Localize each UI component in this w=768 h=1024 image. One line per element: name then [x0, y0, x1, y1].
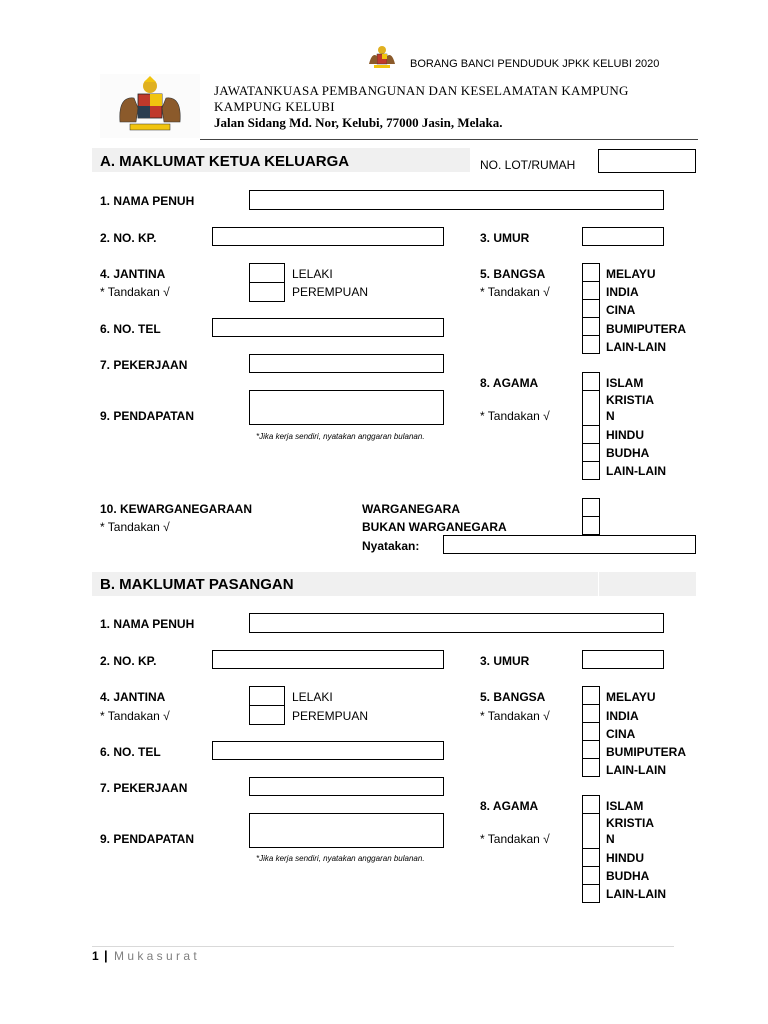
a-warganegara-checkbox[interactable]	[582, 498, 600, 517]
form-top-label: BORANG BANCI PENDUDUK JPKK KELUBI 2020	[410, 58, 660, 70]
b-bangsa-checkbox-india[interactable]	[582, 704, 600, 723]
b-nama-label: 1. NAMA PENUH	[100, 617, 195, 631]
b-bangsa-option: BUMIPUTERA	[606, 745, 686, 759]
b-kp-input[interactable]	[212, 650, 444, 669]
a-agama-option: ISLAM	[606, 376, 644, 390]
b-kp-label: 2. NO. KP.	[100, 654, 157, 668]
a-bangsa-tandakan: * Tandakan √	[480, 285, 550, 299]
b-bangsa-option: CINA	[606, 727, 636, 741]
a-agama-checkbox-hindu[interactable]	[582, 425, 600, 444]
b-bangsa-checkbox-cina[interactable]	[582, 722, 600, 741]
a-nyatakan-input[interactable]	[443, 535, 696, 554]
a-lelaki-checkbox[interactable]	[249, 263, 285, 283]
b-perempuan-checkbox[interactable]	[249, 705, 285, 725]
letterhead-line-1: JAWATANKUASA PEMBANGUNAN DAN KESELAMATAN KAMPUNG	[214, 83, 629, 98]
b-agama-label: 8. AGAMA	[480, 799, 539, 813]
a-jantina-label: 4. JANTINA	[100, 267, 166, 281]
b-bangsa-checkbox-bumiputera[interactable]	[582, 740, 600, 759]
a-nama-label: 1. NAMA PENUH	[100, 194, 195, 208]
b-jantina-label: 4. JANTINA	[100, 690, 166, 704]
a-bangsa-option: MELAYU	[606, 267, 656, 281]
a-bangsa-checkbox-lain[interactable]	[582, 335, 600, 354]
a-perempuan-checkbox[interactable]	[249, 282, 285, 302]
a-agama-checkbox-islam[interactable]	[582, 372, 600, 391]
a-bangsa-option: BUMIPUTERA	[606, 322, 686, 336]
b-bangsa-label: 5. BANGSA	[480, 690, 546, 704]
a-agama-checkbox-budha[interactable]	[582, 443, 600, 462]
b-tel-label: 6. NO. TEL	[100, 745, 161, 759]
section-a-title: A. MAKLUMAT KETUA KELUARGA	[100, 153, 350, 170]
b-agama-checkbox-kristian[interactable]	[582, 813, 600, 849]
a-lelaki-label: LELAKI	[292, 267, 333, 281]
b-pendapatan-label: 9. PENDAPATAN	[100, 832, 195, 846]
a-bangsa-option: INDIA	[606, 285, 639, 299]
b-bangsa-option: INDIA	[606, 709, 639, 723]
a-tel-input[interactable]	[212, 318, 444, 337]
a-agama-checkbox-lain[interactable]	[582, 461, 600, 480]
b-agama-checkbox-budha[interactable]	[582, 866, 600, 885]
lot-rumah-label: NO. LOT/RUMAH	[480, 158, 576, 172]
b-tel-input[interactable]	[212, 741, 444, 760]
a-pendapatan-input[interactable]	[249, 390, 444, 425]
b-bangsa-checkbox-lain[interactable]	[582, 758, 600, 777]
b-agama-option: BUDHA	[606, 869, 650, 883]
letterhead-line-2: KAMPUNG KELUBI	[214, 99, 335, 114]
a-pekerjaan-label: 7. PEKERJAAN	[100, 358, 188, 372]
a-agama-tandakan: * Tandakan √	[480, 409, 550, 423]
a-bangsa-option: CINA	[606, 303, 636, 317]
section-b-bar-divider	[598, 572, 599, 596]
b-agama-option: KRISTIA	[606, 816, 654, 830]
b-agama-checkbox-islam[interactable]	[582, 795, 600, 814]
a-agama-option: LAIN-LAIN	[606, 464, 666, 478]
a-bangsa-option: LAIN-LAIN	[606, 340, 666, 354]
a-bangsa-label: 5. BANGSA	[480, 267, 546, 281]
a-bukan-warganegara-label: BUKAN WARGANEGARA	[362, 520, 507, 534]
a-bangsa-checkbox-cina[interactable]	[582, 299, 600, 318]
lot-rumah-input[interactable]	[598, 149, 696, 173]
letterhead-line-3: Jalan Sidang Md. Nor, Kelubi, 77000 Jasin, Melaka.	[214, 115, 503, 130]
a-jantina-tandakan: * Tandakan √	[100, 285, 170, 299]
b-jantina-tandakan: * Tandakan √	[100, 709, 170, 723]
b-bangsa-option: LAIN-LAIN	[606, 763, 666, 777]
a-umur-input[interactable]	[582, 227, 664, 246]
small-coat-of-arms-logo	[366, 44, 398, 70]
a-tel-label: 6. NO. TEL	[100, 322, 161, 336]
b-lelaki-label: LELAKI	[292, 690, 333, 704]
a-agama-label: 8. AGAMA	[480, 376, 539, 390]
b-agama-checkbox-hindu[interactable]	[582, 848, 600, 867]
b-agama-option: N	[606, 832, 615, 846]
a-agama-option: BUDHA	[606, 446, 650, 460]
a-bangsa-checkbox-india[interactable]	[582, 281, 600, 300]
a-agama-option: N	[606, 409, 615, 423]
footer-page-word: M u k a s u r a t	[114, 949, 197, 963]
b-agama-tandakan: * Tandakan √	[480, 832, 550, 846]
a-agama-option: KRISTIA	[606, 393, 654, 407]
b-agama-option: LAIN-LAIN	[606, 887, 666, 901]
a-bukan-warganegara-checkbox[interactable]	[582, 516, 600, 535]
a-kp-input[interactable]	[212, 227, 444, 246]
b-pekerjaan-label: 7. PEKERJAAN	[100, 781, 188, 795]
b-agama-option: ISLAM	[606, 799, 644, 813]
a-bangsa-checkbox-melayu[interactable]	[582, 263, 600, 282]
b-lelaki-checkbox[interactable]	[249, 686, 285, 706]
footer-page-number: 1	[92, 949, 99, 963]
footer-separator: |	[104, 948, 108, 963]
footer-divider	[92, 946, 674, 947]
a-pendapatan-note: *Jika kerja sendiri, nyatakan anggaran bulanan.	[256, 432, 425, 441]
a-bangsa-checkbox-bumiputera[interactable]	[582, 317, 600, 336]
b-bangsa-checkbox-melayu[interactable]	[582, 686, 600, 705]
b-umur-input[interactable]	[582, 650, 664, 669]
b-pekerjaan-input[interactable]	[249, 777, 444, 796]
b-perempuan-label: PEREMPUAN	[292, 709, 369, 723]
b-pendapatan-note: *Jika kerja sendiri, nyatakan anggaran bulanan.	[256, 854, 425, 863]
a-pekerjaan-input[interactable]	[249, 354, 444, 373]
b-agama-option: HINDU	[606, 851, 644, 865]
b-pendapatan-input[interactable]	[249, 813, 444, 848]
a-nyatakan-label: Nyatakan:	[362, 539, 420, 553]
b-bangsa-tandakan: * Tandakan √	[480, 709, 550, 723]
a-warga-tandakan: * Tandakan √	[100, 520, 170, 534]
a-perempuan-label: PEREMPUAN	[292, 285, 369, 299]
coat-of-arms-logo	[100, 74, 200, 138]
a-nama-input[interactable]	[249, 190, 664, 210]
a-warga-label: 10. KEWARGANEGARAAN	[100, 502, 253, 516]
a-agama-option: HINDU	[606, 428, 644, 442]
a-umur-label: 3. UMUR	[480, 231, 530, 245]
a-warganegara-label: WARGANEGARA	[362, 502, 460, 516]
a-agama-checkbox-kristian[interactable]	[582, 390, 600, 426]
a-kp-label: 2. NO. KP.	[100, 231, 157, 245]
b-bangsa-option: MELAYU	[606, 690, 656, 704]
b-agama-checkbox-lain[interactable]	[582, 884, 600, 903]
a-pendapatan-label: 9. PENDAPATAN	[100, 409, 195, 423]
b-umur-label: 3. UMUR	[480, 654, 530, 668]
letterhead-divider	[200, 139, 698, 140]
b-nama-input[interactable]	[249, 613, 664, 633]
section-b-title: B. MAKLUMAT PASANGAN	[100, 576, 294, 593]
